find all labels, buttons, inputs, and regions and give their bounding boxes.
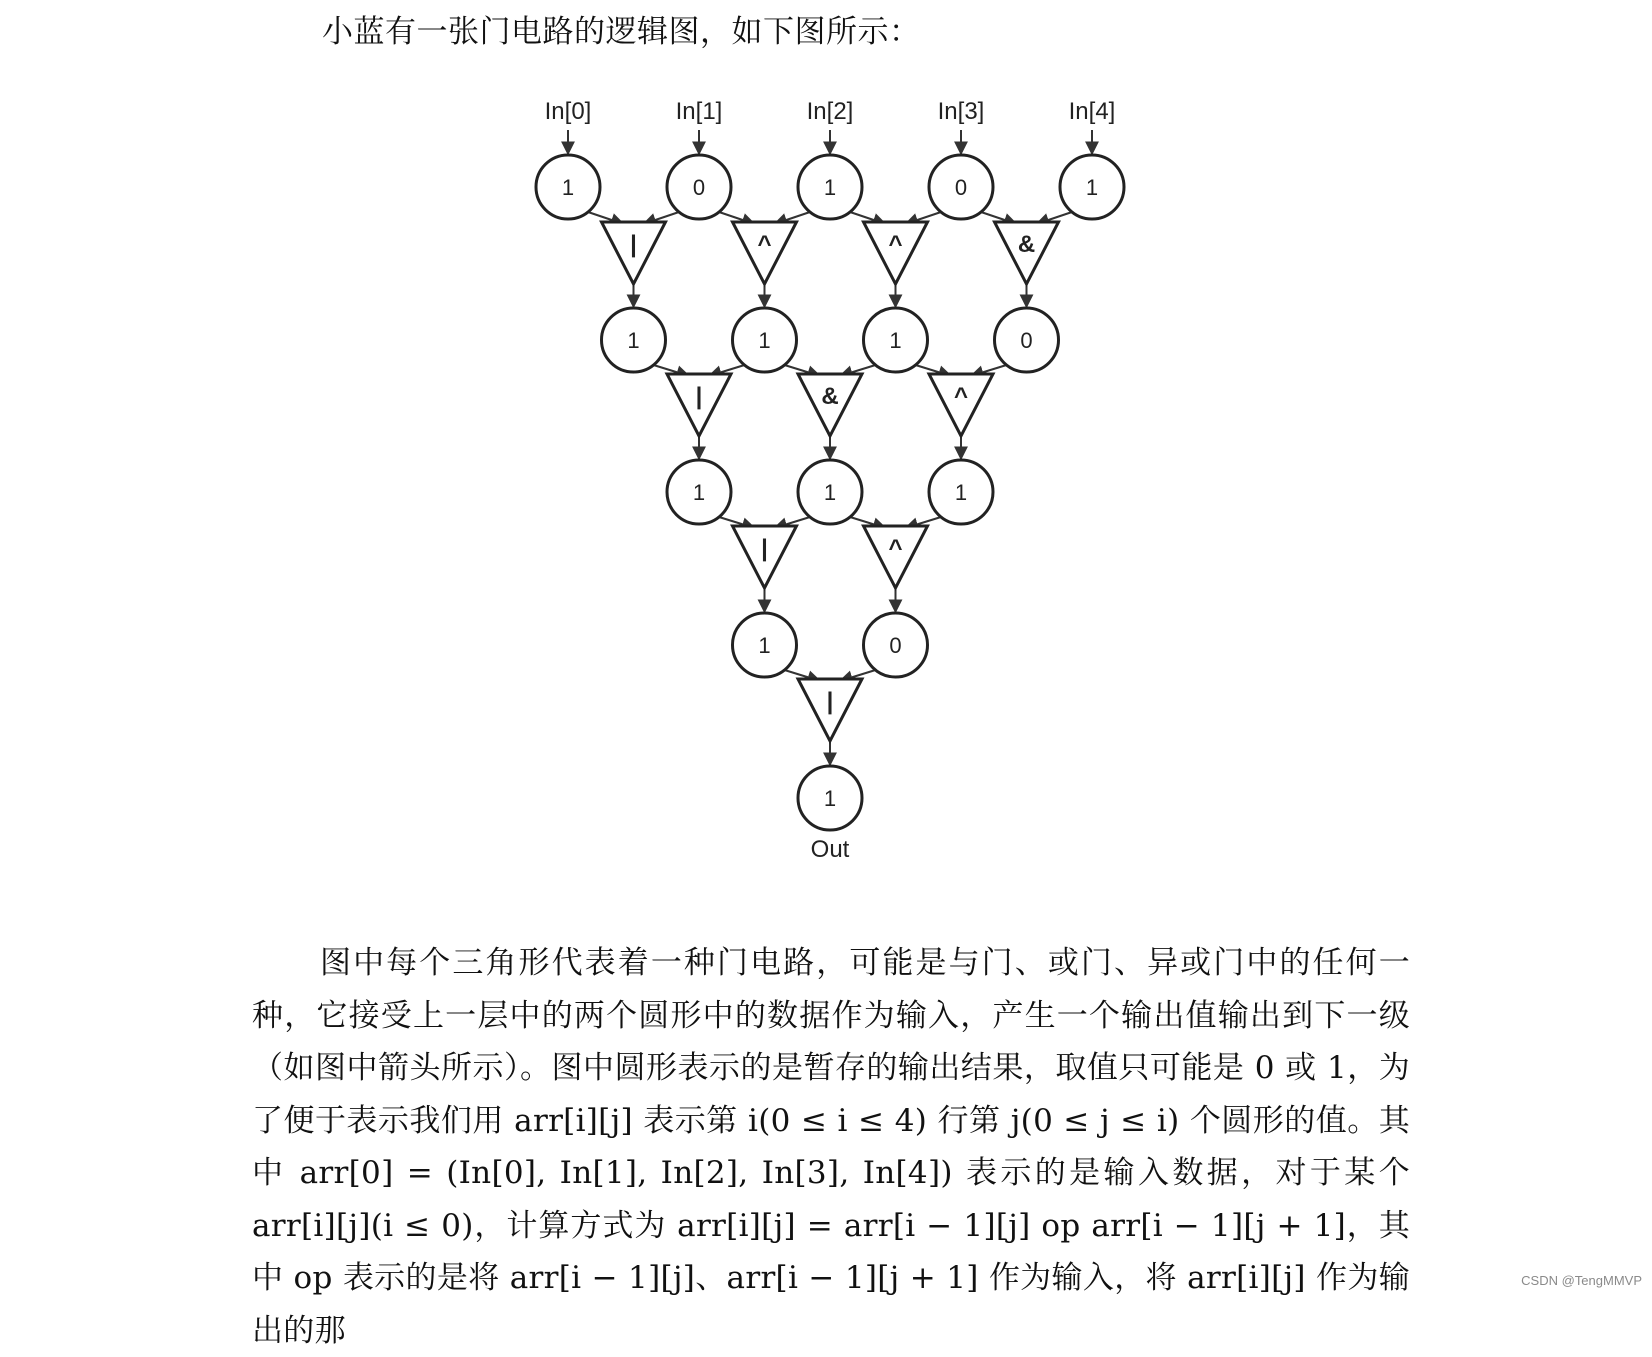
gate-operator: & (821, 383, 839, 410)
circle-value: 1 (561, 175, 575, 200)
circle-value: 1 (823, 480, 837, 505)
intro-text: 小蓝有一张门电路的逻辑图，如下图所示： (322, 14, 921, 50)
value-circle (733, 613, 797, 677)
circle-value: 1 (627, 328, 640, 353)
circle-value: 0 (954, 175, 968, 200)
value-circle (602, 308, 666, 372)
circle-value: 0 (1020, 328, 1033, 353)
value-circle (667, 155, 731, 219)
circle-value: 0 (692, 175, 706, 200)
gate-triangle (864, 526, 928, 588)
value-circle (798, 155, 862, 219)
circle-value: 1 (954, 480, 968, 505)
value-circle (536, 155, 600, 219)
gate-operator: & (1017, 231, 1036, 258)
circle-value: 1 (889, 328, 902, 353)
input-label: In[1] (675, 98, 723, 125)
gate-triangle (733, 526, 797, 588)
gate-triangle (733, 222, 797, 284)
gate-triangle (995, 222, 1059, 284)
value-circle (798, 460, 862, 524)
circle-value: 1 (823, 175, 837, 200)
gate-operator: ^ (888, 535, 903, 562)
watermark: CSDN @TengMMVP (1521, 1273, 1642, 1288)
gate-triangle (864, 222, 928, 284)
output-label: Out (810, 836, 850, 863)
value-circle (929, 155, 993, 219)
gate-triangle (798, 679, 862, 741)
circle-value: 1 (823, 786, 837, 811)
value-circle (995, 308, 1059, 372)
value-circle (929, 460, 993, 524)
value-circle (798, 766, 862, 830)
gate-triangle (602, 222, 666, 284)
value-circle (733, 308, 797, 372)
value-circle (667, 460, 731, 524)
circle-value: 1 (758, 633, 771, 658)
circle-value: 1 (692, 480, 706, 505)
gate-operator: | (630, 231, 637, 258)
circle-value: 1 (758, 328, 771, 353)
input-label: In[0] (544, 98, 592, 125)
value-circle (864, 308, 928, 372)
gate-operator: ^ (888, 231, 903, 258)
gate-operator: ^ (757, 231, 772, 258)
input-label: In[3] (937, 98, 985, 125)
gate-operator: ^ (953, 383, 969, 410)
gate-operator: | (695, 383, 703, 410)
gate-triangle (798, 374, 862, 436)
value-circle (1060, 155, 1124, 219)
input-label: In[2] (806, 98, 854, 125)
gate-triangle (667, 374, 731, 436)
gate-triangle (929, 374, 993, 436)
description-paragraph: 图中每个三角形代表着一种门电路，可能是与门、或门、异或门中的任何一种，它接受上一层中的两个圆形中的数据作为输入，产生一个输出值输出到下一级（如图中箭头所示）。图中圆形表示的是暂存的输出结果，取值只可能是 0 或 1，为了便于表示我们用 arr[i][j] 表示第 i(0 ≤ i ≤ 4) 行第 j(0 ≤ j ≤ i) 个圆形的值。其中 arr[0] = (In[0], In[1], In[2], In[3], In[4]) 表示的是输入数据，对于某个 arr[i][j](i ≤ 0)，计算方式为 arr[i][j] = arr[i − 1][j] op arr[i − 1][j + 1]，其中 op 表示的是将 arr[i − 1][j]、arr[i − 1][j + 1] 作为输入，将 arr[i][j] 作为输出的那 (252, 945, 1410, 1349)
circle-value: 1 (1085, 175, 1099, 200)
circle-value: 0 (889, 633, 902, 658)
input-label: In[4] (1068, 98, 1116, 125)
gate-operator: | (826, 688, 834, 715)
value-circle (864, 613, 928, 677)
gate-operator: | (761, 535, 768, 562)
